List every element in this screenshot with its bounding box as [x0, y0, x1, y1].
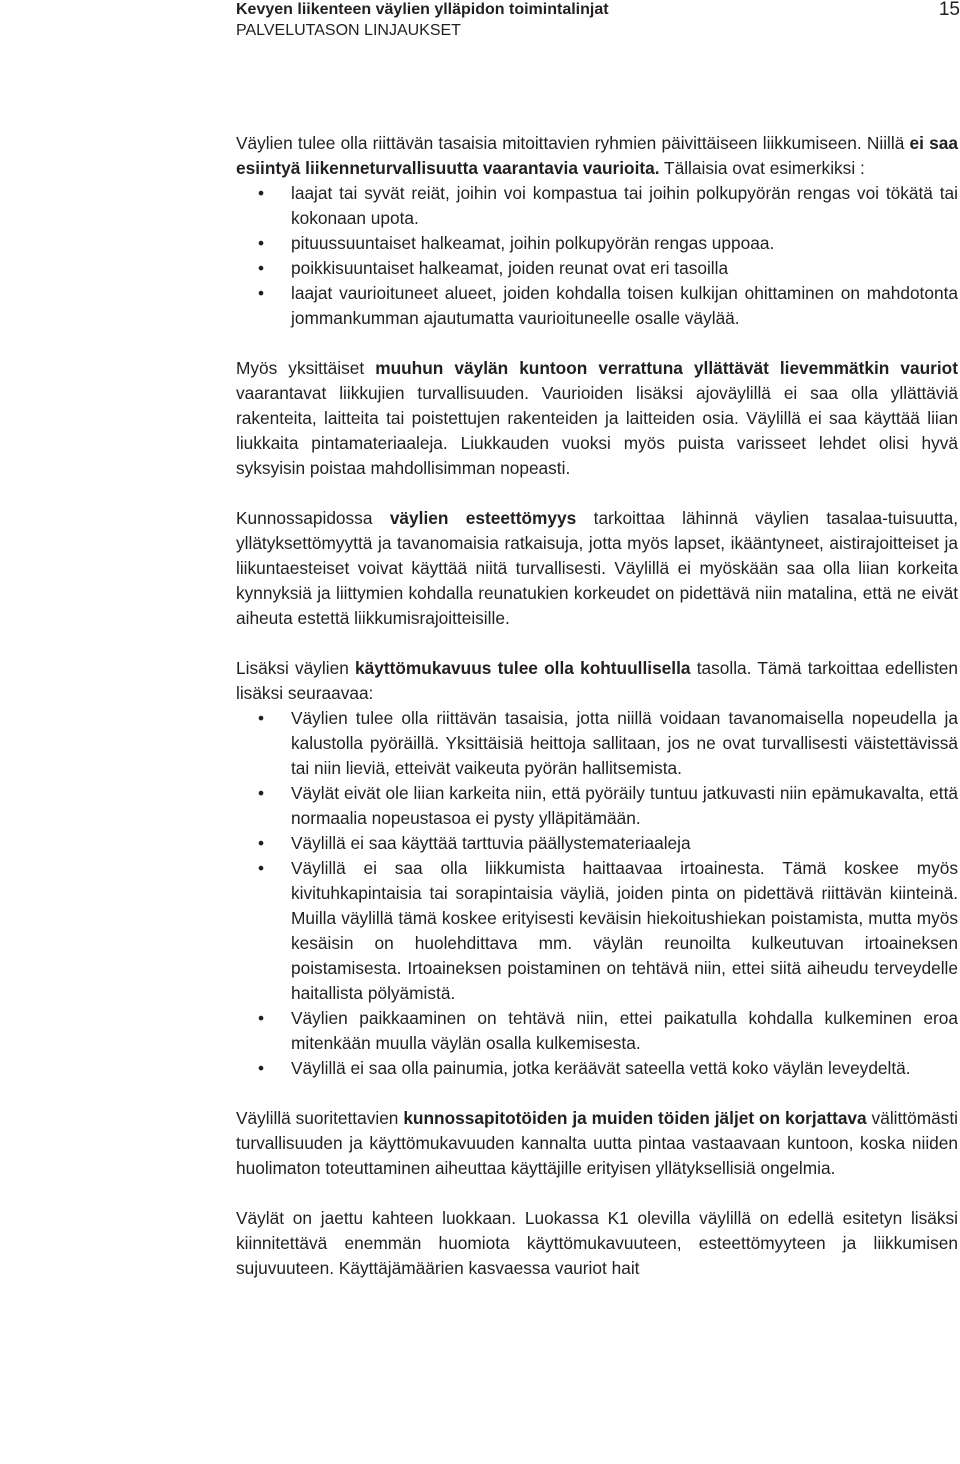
list-item [236, 856, 958, 1006]
list-item-text: Väylät eivät ole liian karkeita niin, että pyöräily tuntuu jatkuvasti niin epämukavalta, että normaalia nopeustasoa ei pysty ylläpitämään. [291, 783, 958, 828]
bold-text: käyttömukavuus tulee olla kohtuullisella [355, 658, 691, 678]
list-item-text: Väylillä ei saa olla painumia, jotka keräävät sateella vettä koko väylän leveydeltä. [291, 1058, 911, 1078]
bullet-list [236, 181, 958, 331]
bullet-icon: • [258, 233, 265, 253]
text-run: Myös yksittäiset [236, 358, 376, 378]
list-item-text: laajat vaurioituneet alueet, joiden kohdalla toisen kulkijan ohittaminen on mahdotonta jommankumman ajautumatta vaurioituneelle osalle väylää. [291, 283, 958, 328]
bold-text: kunnossapitotöiden ja muiden töiden jäljet on korjattava [403, 1108, 867, 1128]
bullet-icon: • [258, 858, 265, 878]
list-item-text: Väylien tulee olla riittävän tasaisia, jotta niillä voidaan tavanomaisella nopeudella ja kalustolla pyöräillä. Yksittäisiä heittoja sallitaan, jos ne ovat turvallisesti väistettävissä tai niin lieviä, etteivät vaikeuta pyörän hallitsemista. [291, 708, 958, 778]
text-run: Väylillä suoritettavien [236, 1108, 404, 1128]
bullet-icon: • [258, 283, 265, 303]
bold-text: ei saa esiintyä liikenneturvallisuutta vaarantavia vaurioita. [236, 133, 958, 178]
text-run: Lisäksi väylien [236, 658, 356, 678]
bullet-icon: • [258, 783, 265, 803]
list-item [236, 181, 958, 231]
list-item-text: Väylillä ei saa käyttää tarttuvia päällystemateriaaleja [291, 833, 691, 853]
list-item [236, 231, 958, 256]
body-text [236, 131, 958, 1281]
list-item [236, 281, 958, 331]
text-run: Väylät on jaettu kahteen luokkaan. Luokassa K1 olevilla väylillä on edellä esitetyn lisäksi kiinnitettävä enemmän huomiota käyttömukavuuteen, esteettömyyteen ja liikkumisen sujuvuuteen. Käyttäjämäärien kasvaessa vauriot hait [236, 1208, 958, 1278]
text-run: välittömästi turvallisuuden ja käyttömukavuuden kannalta uutta pintaa vastaavaan kuntoon, koska niiden huolimaton toteuttaminen aiheuttaa käyttäjille erityisen yllätyksellisiä ongelmia. [236, 1108, 958, 1178]
bullet-icon: • [258, 1008, 265, 1028]
list-item-text: poikkisuuntaiset halkeamat, joiden reunat ovat eri tasoilla [291, 258, 729, 278]
bold-text: muuhun väylän kuntoon verrattuna yllättävät lievemmätkin vauriot [375, 358, 958, 378]
page-number: 15 [938, 0, 960, 20]
bold-text: väylien esteettömyys [389, 508, 577, 528]
list-item [236, 1056, 958, 1081]
paragraph [236, 131, 958, 181]
paragraph [236, 1206, 958, 1281]
list-item [236, 1006, 958, 1056]
text-run: tarkoittaa lähinnä väylien tasalaa-tuisuutta, yllätyksettömyyttä ja tavanomaisia ratkaisuja, jotta myös lapset, ikääntyneet, aistirajoitteiset ja liikuntaesteiset voivat käyttää niitä turvallisesti. Väylillä ei myöskään saa olla liian korkeita kynnyksiä ja liittymien kohdalla reunatukien korkeudet on pidettävä niin matalina, että ne eivät aiheuta estettä liikkumisrajoitteisille. [236, 508, 958, 628]
bullet-icon: • [258, 833, 265, 853]
text-run: Kunnossapidossa [236, 508, 390, 528]
bullet-icon: • [258, 258, 265, 278]
text-run: Tällaisia ovat esimerkiksi : [659, 158, 865, 178]
page-header [236, 0, 960, 46]
list-item [236, 256, 958, 281]
list-item [236, 831, 958, 856]
list-item-text: Väylien paikkaaminen on tehtävä niin, ettei paikatulla kohdalla kulkeminen eroa mitenkään muulla väylän osalla kulkemisesta. [291, 1008, 958, 1053]
list-item-text: laajat tai syvät reiät, joihin voi kompastua tai joihin polkupyörän rengas voi tökätä tai kokonaan upota. [291, 183, 958, 228]
list-item-text: Väylillä ei saa olla liikkumista haittaavaa irtoainesta. Tämä koskee myös kivituhkapintaisia tai sorapintaisia väyliä, joiden pinta on pidettävä riittävän kiinteinä. Muilla väylillä tämä koskee erityisesti keväisin hiekoitushiekan poistamista, mutta myös kesäisin on huolehdittava mm. väylän reunoilta kulkeutuvan irtoaineksen poistamisesta. Irtoaineksen poistaminen on tehtävä niin, ettei siitä aiheudu terveydelle haitallista pölyämistä. [291, 858, 958, 1003]
text-run: Väylien tulee olla riittävän tasaisia mitoittavien ryhmien päivittäiseen liikkumiseen. Niillä [236, 133, 910, 153]
paragraph [236, 356, 958, 481]
text-run: vaarantavat liikkujien turvallisuuden. Vaurioiden lisäksi ajoväylillä ei saa olla yllättäviä rakenteita, laitteita tai poistettujen rakenteiden ja laitteiden osia. Väylillä ei saa käyttää liian liukkaita pintamateriaaleja. Liukkauden vuoksi myös puista varisseet lehdet olisi hyvä syksyisin poistaa mahdollisimman nopeasti. [236, 383, 958, 478]
paragraph [236, 1106, 958, 1181]
header-subtitle: PALVELUTASON LINJAUKSET [236, 22, 461, 39]
bullet-list [236, 706, 958, 1081]
paragraph [236, 656, 958, 706]
bullet-icon: • [258, 183, 265, 203]
paragraph [236, 506, 958, 631]
bullet-icon: • [258, 1058, 265, 1078]
header-title: Kevyen liikenteen väylien ylläpidon toimintalinjat [236, 1, 609, 18]
text-run: tasolla. Tämä tarkoittaa edellisten lisäksi seuraavaa: [236, 658, 959, 703]
list-item [236, 706, 958, 781]
bullet-icon: • [258, 708, 265, 728]
list-item [236, 781, 958, 831]
list-item-text: pituussuuntaiset halkeamat, joihin polkupyörän rengas uppoaa. [291, 233, 775, 253]
